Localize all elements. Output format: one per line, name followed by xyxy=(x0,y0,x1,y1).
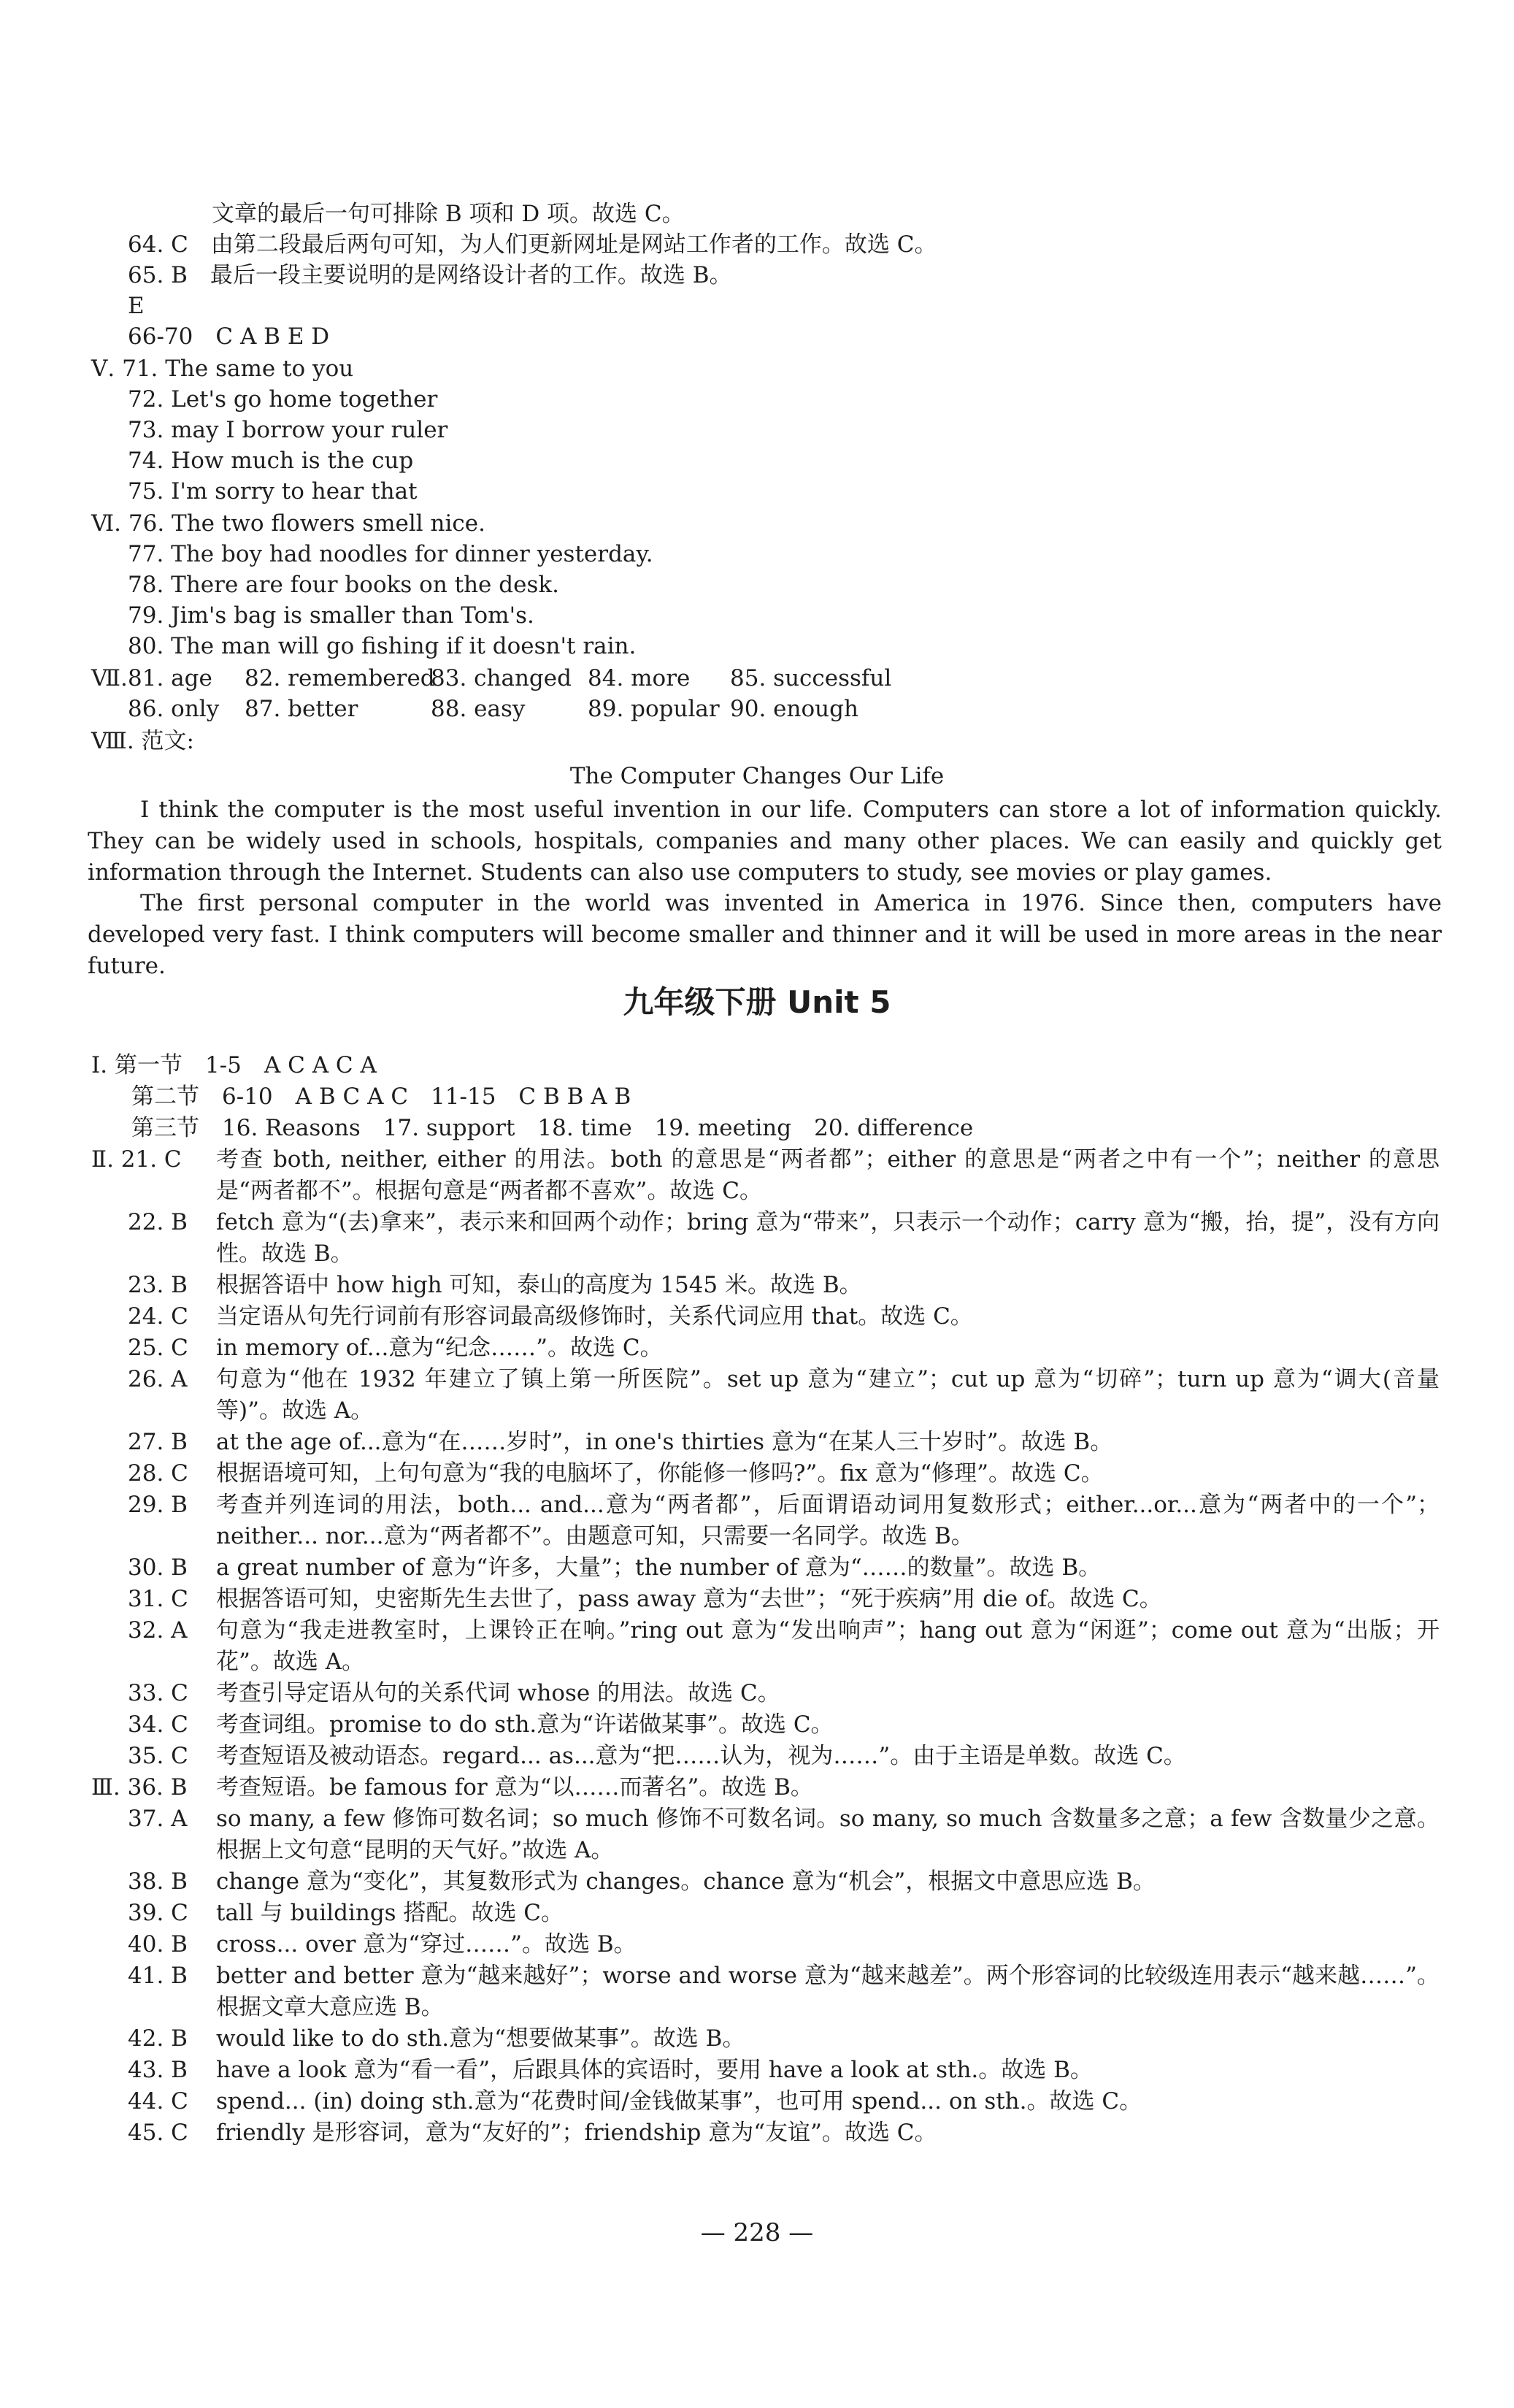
essay-paragraph-2: The first personal computer in the world was invented in America in 1976. Since then, computers have developed very fast. I think computers will become smaller and thinner and it will be used in more areas in the near future. xyxy=(88,890,1442,979)
answer-number: 25. C xyxy=(128,1335,188,1361)
answer-73: 73. may I borrow your ruler xyxy=(128,417,448,443)
answer-explanation: 考查词组。promise to do sth.意为“许诺做某事”。故选 C。 xyxy=(216,1711,834,1738)
answer-explanation: 考查短语。be famous for 意为“以……而著名”。故选 B。 xyxy=(216,1774,813,1801)
answer-79: 79. Jim's bag is smaller than Tom's. xyxy=(128,602,534,629)
answer-explanation: 根据答语可知，史密斯先生去世了，pass away 意为“去世”；“死于疾病”用 die of。故选 C。 xyxy=(216,1586,1162,1612)
answer-81: 81. age xyxy=(128,665,212,691)
answer-number: 22. B xyxy=(128,1209,188,1235)
answer-explanation: would like to do sth.意为“想要做某事”。故选 B。 xyxy=(216,2025,745,2052)
answer-number: 40. B xyxy=(128,1931,188,1958)
answer-number: Ⅱ. 21. C xyxy=(91,1146,182,1173)
section-1-part-2: 第二节 6-10 A B C A C 11-15 C B B A B xyxy=(131,1084,631,1110)
answer-number: 42. B xyxy=(128,2025,188,2052)
answer-explanation: 根据答语中 how high 可知，泰山的高度为 1545 米。故选 B。 xyxy=(216,1272,862,1298)
answer-72: 72. Let's go home together xyxy=(128,386,438,413)
answer-number: 27. B xyxy=(128,1429,188,1455)
answer-88: 88. easy xyxy=(431,696,526,722)
answer-number: Ⅲ. 36. B xyxy=(91,1774,188,1801)
answer-number: 23. B xyxy=(128,1272,188,1298)
answer-83: 83. changed xyxy=(431,665,572,691)
answer-78: 78. There are four books on the desk. xyxy=(128,572,559,598)
answer-explanation: 当定语从句先行词前有形容词最高级修饰时，关系代词应用 that。故选 C。 xyxy=(216,1303,973,1330)
answer-90: 90. enough xyxy=(730,696,858,722)
answer-explanation: 考查 both, neither, either 的用法。both 的意思是“两者都”；either 的意思是“两者之中有一个”；neither 的意思是“两者都不”。根据句意是“两者都不喜欢”。故选 C。 xyxy=(216,1146,1440,1204)
answer-number: 35. C xyxy=(128,1743,188,1769)
answer-number: 37. A xyxy=(128,1806,188,1832)
unit-heading: 九年级下册 Unit 5 xyxy=(623,984,891,1020)
answer-75: 75. I'm sorry to hear that xyxy=(128,478,418,505)
answer-explanation: so many, a few 修饰可数名词；so much 修饰不可数名词。so many, so much 含数量多之意；a few 含数量少之意。根据上文句意“昆明的天气好。”故选 A。 xyxy=(216,1806,1440,1863)
answer-number: 28. C xyxy=(128,1460,188,1487)
answer-explanation: better and better 意为“越来越好”；worse and worse 意为“越来越差”。两个形容词的比较级连用表示“越来越……”。根据文章大意应选 B。 xyxy=(216,1963,1440,2020)
answer-explanation: 根据语境可知，上句句意为“我的电脑坏了，你能修一修吗?”。fix 意为“修理”。故选 C。 xyxy=(216,1460,1104,1487)
answer-87: 87. better xyxy=(245,696,358,722)
answer-77: 77. The boy had noodles for dinner yesterday. xyxy=(128,541,653,567)
answer-80: 80. The man will go fishing if it doesn't rain. xyxy=(128,633,637,659)
answer-84: 84. more xyxy=(588,665,691,691)
answer-86: 86. only xyxy=(128,696,220,722)
answer-number: 43. B xyxy=(128,2057,188,2083)
answer-85: 85. successful xyxy=(730,665,892,691)
section-1-part-3: 第三节 16. Reasons 17. support 18. time 19. meeting 20. difference xyxy=(131,1115,974,1141)
answer-64: 64. C 由第二段最后两句可知，为人们更新网址是网站工作者的工作。故选 C。 xyxy=(128,231,937,258)
page-number: — 228 — xyxy=(700,2218,814,2247)
section-1-part-1: Ⅰ. 第一节 1-5 A C A C A xyxy=(91,1052,377,1078)
answer-number: 30. B xyxy=(128,1554,188,1581)
answer-explanation: 考查引导定语从句的关系代词 whose 的用法。故选 C。 xyxy=(216,1680,780,1706)
answer-explanation: tall 与 buildings 搭配。故选 C。 xyxy=(216,1900,564,1926)
answer-number: 26. A xyxy=(128,1366,188,1392)
answer-number: 29. B xyxy=(128,1492,188,1518)
answer-explanation: friendly 是形容词，意为“友好的”；friendship 意为“友谊”。故选 C。 xyxy=(216,2120,937,2146)
essay-paragraph-1: I think the computer is the most useful invention in our life. Computers can store a lot of information quickly. They can be widely used in schools, hospitals, companies and many other places. We can easily and quickly get information through the Internet. Students can also use computers to study, see movies or play games. xyxy=(88,797,1442,886)
answer-explanation: in memory of...意为“纪念……”。故选 C。 xyxy=(216,1335,663,1361)
answer-number: 39. C xyxy=(128,1900,188,1926)
answer-explanation: 考查并列连词的用法，both... and...意为“两者都”，后面谓语动词用复数形式；either...or...意为“两者中的一个”；neither... nor...意为“两者都不”。由题意可知，只需要一名同学。故选 B。 xyxy=(216,1492,1440,1549)
answer-number: 44. C xyxy=(128,2088,188,2114)
answer-number: 33. C xyxy=(128,1680,188,1706)
answer-71: Ⅴ. 71. The same to you xyxy=(91,356,354,382)
answer-explanation: have a look 意为“看一看”，后跟具体的宾语时，要用 have a look at sth.。故选 B。 xyxy=(216,2057,1093,2083)
answer-explanation: fetch 意为“(去)拿来”，表示来和回两个动作；bring 意为“带来”，只表示一个动作；carry 意为“搬，抬，提”，没有方向性。故选 B。 xyxy=(216,1209,1440,1267)
text-line: 文章的最后一句可排除 B 项和 D 项。故选 C。 xyxy=(212,201,685,227)
answer-74: 74. How much is the cup xyxy=(128,448,414,474)
answer-explanation: 句意为“我走进教室时，上课铃正在响。”ring out 意为“发出响声”；hang out 意为“闲逛”；come out 意为“出版；开花”。故选 A。 xyxy=(216,1617,1440,1675)
answer-explanation: change 意为“变化”，其复数形式为 changes。chance 意为“机会”，根据文中意思应选 B。 xyxy=(216,1868,1156,1895)
answer-number: 24. C xyxy=(128,1303,188,1330)
answer-explanation: a great number of 意为“许多，大量”；the number of 意为“……的数量”。故选 B。 xyxy=(216,1554,1102,1581)
answer-number: 32. A xyxy=(128,1617,188,1644)
answer-66-70: 66-70 C A B E D xyxy=(128,323,330,350)
answer-65: 65. B 最后一段主要说明的是网络设计者的工作。故选 B。 xyxy=(128,262,732,288)
answer-explanation: spend... (in) doing sth.意为“花费时间/金钱做某事”，也可用 spend... on sth.。故选 C。 xyxy=(216,2088,1142,2114)
answer-76: Ⅵ. 76. The two flowers smell nice. xyxy=(91,510,485,537)
answer-explanation: 考查短语及被动语态。regard... as...意为“把……认为，视为……”。由于主语是单数。故选 C。 xyxy=(216,1743,1186,1769)
essay-label: Ⅷ. 范文: xyxy=(91,728,194,754)
answer-number: 41. B xyxy=(128,1963,188,1989)
section-e-label: E xyxy=(128,293,145,319)
answer-explanation: 句意为“他在 1932 年建立了镇上第一所医院”。set up 意为“建立”；cut up 意为“切碎”；turn up 意为“调大(音量等)”。故选 A。 xyxy=(216,1366,1440,1424)
answer-number: 34. C xyxy=(128,1711,188,1738)
answer-89: 89. popular xyxy=(588,696,720,722)
section-7-label: Ⅶ. xyxy=(91,665,128,691)
essay-title: The Computer Changes Our Life xyxy=(569,763,945,789)
answer-explanation: at the age of...意为“在……岁时”，in one's thirties 意为“在某人三十岁时”。故选 B。 xyxy=(216,1429,1113,1455)
answer-number: 45. C xyxy=(128,2120,188,2146)
answer-82: 82. remembered xyxy=(245,665,435,691)
answer-explanation: cross... over 意为“穿过……”。故选 B。 xyxy=(216,1931,637,1958)
answer-number: 31. C xyxy=(128,1586,188,1612)
answer-number: 38. B xyxy=(128,1868,188,1895)
